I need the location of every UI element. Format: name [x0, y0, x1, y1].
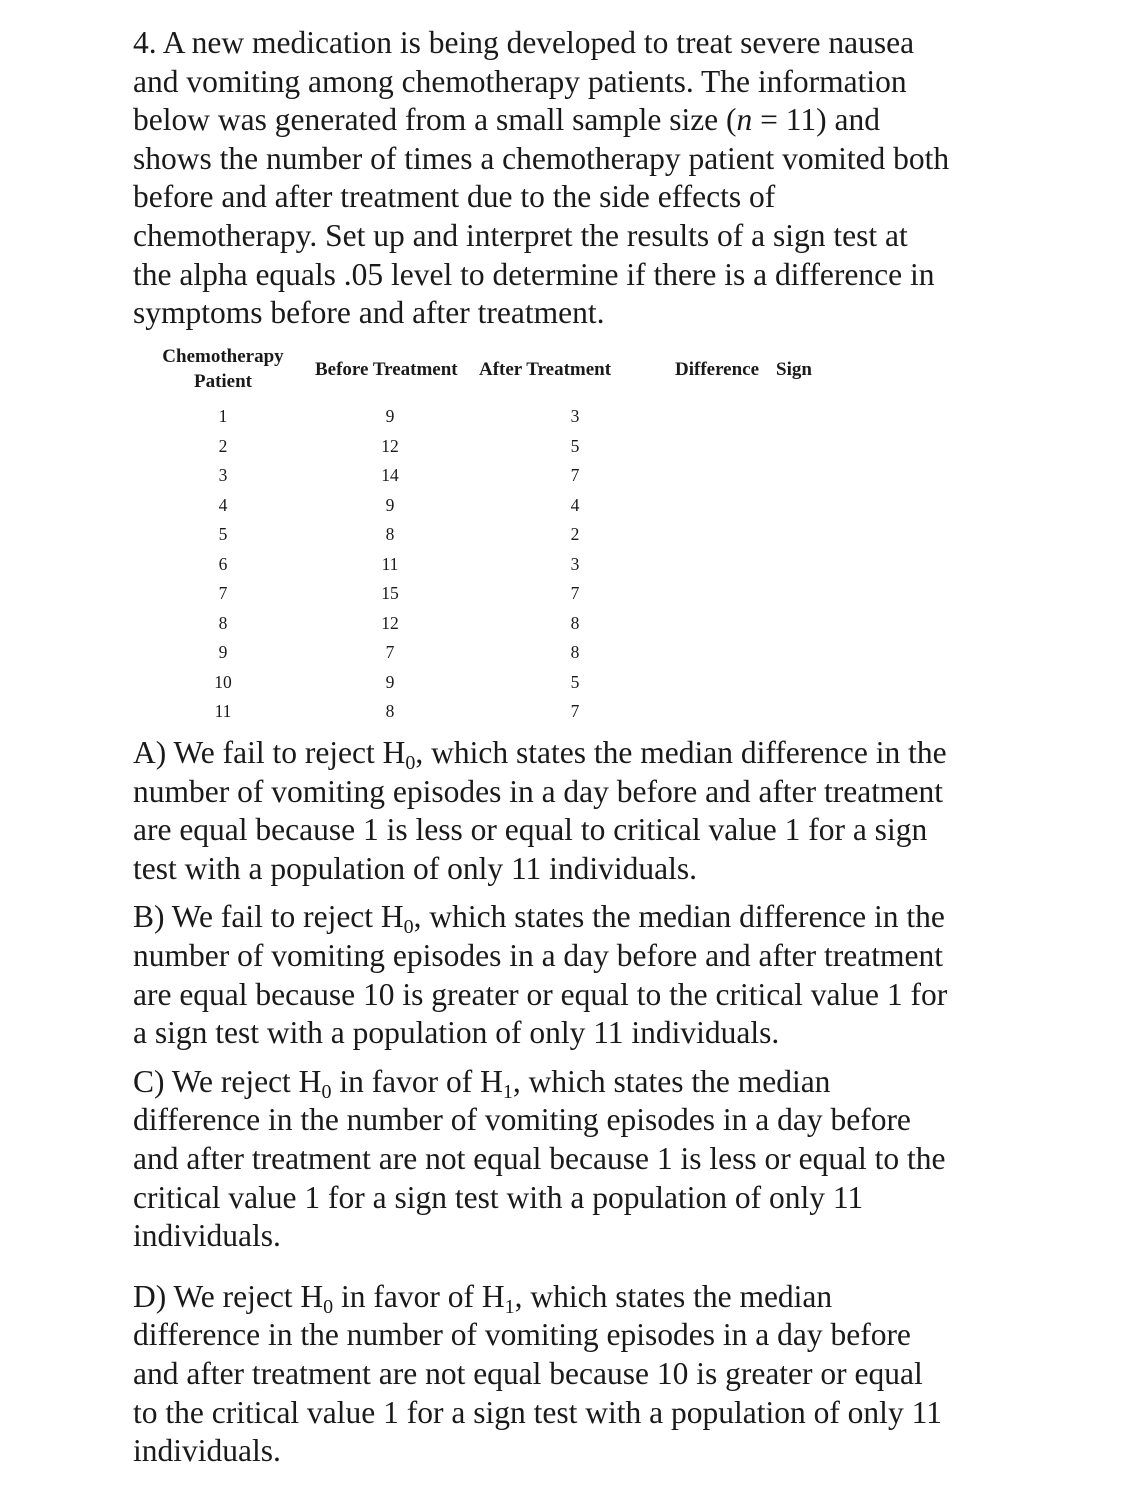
table-row: [143, 432, 822, 462]
cell-sign: [774, 550, 822, 580]
question-line: symptoms before and after treatment.: [133, 295, 605, 331]
option-c[interactable]: [133, 1063, 1003, 1256]
question-line: before and after treatment due to the side effects of: [133, 179, 776, 215]
header-patient-line2: Patient: [193, 371, 253, 392]
cell-difference: [673, 550, 774, 580]
question-line: 4. A new medication is being developed to treat severe nausea: [133, 25, 915, 60]
header-patient: [143, 344, 303, 402]
cell-after: 3: [570, 553, 580, 574]
option-d-text: , which states the median: [514, 1278, 833, 1314]
cell-before: 8: [385, 701, 395, 722]
table-row: [143, 579, 822, 609]
cell-patient: 10: [214, 671, 232, 692]
cell-patient: 8: [218, 612, 228, 633]
header-before: Before Treatment: [315, 358, 458, 380]
data-table: [143, 344, 822, 727]
cell-patient: 1: [218, 406, 228, 427]
question-line: the alpha equals .05 level to determine if there is a difference in: [133, 256, 935, 292]
cell-sign: [774, 520, 822, 550]
cell-before: 9: [385, 671, 395, 692]
option-b-text: , which states the median difference in the: [413, 899, 945, 935]
h0-subscript: 0: [403, 916, 414, 939]
option-b-line2: number of vomiting episodes in a day before and after treatment: [133, 937, 943, 973]
option-c-text: C) We reject H: [133, 1063, 322, 1099]
option-a[interactable]: [133, 734, 1003, 888]
table-row: [143, 550, 822, 580]
cell-after: 4: [570, 494, 580, 515]
table-row: [143, 461, 822, 491]
cell-difference: [673, 491, 774, 521]
cell-patient: 11: [214, 701, 232, 722]
sample-size-symbol: n: [736, 102, 753, 138]
option-b-line1: [133, 898, 1003, 937]
option-d[interactable]: [133, 1278, 1003, 1471]
cell-before: 9: [385, 494, 395, 515]
cell-after: 8: [570, 612, 580, 633]
question-text: [133, 24, 1003, 333]
table-header-row: [143, 344, 822, 402]
option-d-text: in favor of H: [333, 1278, 505, 1314]
option-b-text: B) We fail to reject H: [133, 899, 404, 935]
option-d-text: D) We reject H: [133, 1278, 324, 1314]
cell-patient: 3: [218, 465, 228, 486]
cell-difference: [673, 638, 774, 668]
question-line: [133, 101, 1003, 140]
table-row: [143, 697, 822, 727]
option-d-line5: individuals.: [133, 1433, 281, 1469]
cell-sign: [774, 579, 822, 609]
cell-difference: [673, 461, 774, 491]
cell-patient: 4: [218, 494, 228, 515]
cell-after: 2: [570, 524, 580, 545]
cell-sign: [774, 609, 822, 639]
cell-sign: [774, 491, 822, 521]
h0-subscript: 0: [405, 752, 416, 774]
option-b[interactable]: [133, 898, 1003, 1052]
option-d-line2: difference in the number of vomiting episodes in a day before: [133, 1317, 911, 1353]
option-c-line5: individuals.: [133, 1218, 281, 1254]
cell-after: 3: [570, 406, 580, 427]
table-body: [143, 402, 822, 727]
option-d-line1: [133, 1278, 1003, 1317]
option-c-line4: critical value 1 for a sign test with a population of only 11: [133, 1179, 864, 1215]
table-row: [143, 520, 822, 550]
header-sign: Sign: [776, 358, 812, 380]
cell-before: 11: [381, 553, 399, 574]
cell-before: 8: [385, 524, 395, 545]
table-row: [143, 402, 822, 432]
option-c-line1: [133, 1063, 1003, 1102]
sample-size-value: = 11) and: [752, 102, 880, 138]
cell-difference: [673, 432, 774, 462]
option-c-line2: difference in the number of vomiting episodes in a day before: [133, 1102, 911, 1138]
option-a-text: A) We fail to reject H: [133, 735, 406, 770]
cell-patient: 5: [218, 524, 228, 545]
cell-before: 14: [381, 465, 399, 486]
cell-sign: [774, 402, 822, 432]
cell-sign: [774, 697, 822, 727]
option-a-line1: [133, 734, 1003, 773]
h0-subscript: 0: [323, 1295, 334, 1318]
question-line: shows the number of times a chemotherapy patient vomited both: [133, 140, 950, 176]
cell-patient: 6: [218, 553, 228, 574]
cell-after: 8: [570, 642, 580, 663]
cell-before: 15: [381, 583, 399, 604]
option-b-line3: are equal because 10 is greater or equal to the critical value 1 for: [133, 976, 948, 1012]
cell-after: 5: [570, 435, 580, 456]
header-difference: Difference: [675, 358, 760, 380]
table-row: [143, 491, 822, 521]
option-a-line3: are equal because 1 is less or equal to critical value 1 for a sign: [133, 812, 928, 848]
option-c-text: , which states the median: [512, 1063, 831, 1099]
cell-sign: [774, 461, 822, 491]
table-row: [143, 638, 822, 668]
h1-subscript: 1: [504, 1295, 515, 1318]
cell-difference: [673, 402, 774, 432]
cell-patient: 2: [218, 435, 228, 456]
table-row: [143, 668, 822, 698]
cell-difference: [673, 609, 774, 639]
cell-before: 12: [381, 435, 399, 456]
cell-patient: 9: [218, 642, 228, 663]
cell-sign: [774, 638, 822, 668]
answer-options: [133, 734, 1003, 1471]
question-line: chemotherapy. Set up and interpret the results of a sign test at: [133, 217, 908, 253]
cell-after: 7: [570, 465, 580, 486]
cell-before: 7: [385, 642, 395, 663]
option-a-line2: number of vomiting episodes in a day before and after treatment: [133, 773, 943, 809]
cell-difference: [673, 579, 774, 609]
cell-before: 12: [381, 612, 399, 633]
header-patient-line1: Chemotherapy: [162, 346, 284, 367]
cell-difference: [673, 668, 774, 698]
h1-subscript: 1: [502, 1080, 513, 1103]
question-line-text: below was generated from a small sample size (: [133, 102, 737, 138]
cell-sign: [774, 668, 822, 698]
option-c-line3: and after treatment are not equal because 1 is less or equal to the: [133, 1140, 946, 1176]
table-row: [143, 609, 822, 639]
option-d-line4: to the critical value 1 for a sign test with a population of only 11: [133, 1394, 942, 1430]
option-d-line3: and after treatment are not equal because 10 is greater or equal: [133, 1355, 923, 1391]
cell-difference: [673, 697, 774, 727]
cell-patient: 7: [218, 583, 228, 604]
option-c-text: in favor of H: [331, 1063, 503, 1099]
option-a-text: , which states the median difference in the: [415, 735, 947, 770]
cell-after: 7: [570, 583, 580, 604]
cell-difference: [673, 520, 774, 550]
cell-before: 9: [385, 406, 395, 427]
cell-sign: [774, 432, 822, 462]
cell-after: 5: [570, 671, 580, 692]
header-after: After Treatment: [479, 358, 612, 380]
option-b-line4: a sign test with a population of only 11 individuals.: [133, 1015, 780, 1051]
option-a-line4: test with a population of only 11 individuals.: [133, 850, 698, 886]
h0-subscript: 0: [321, 1080, 332, 1103]
question-line: and vomiting among chemotherapy patients. The information: [133, 63, 907, 99]
cell-after: 7: [570, 701, 580, 722]
